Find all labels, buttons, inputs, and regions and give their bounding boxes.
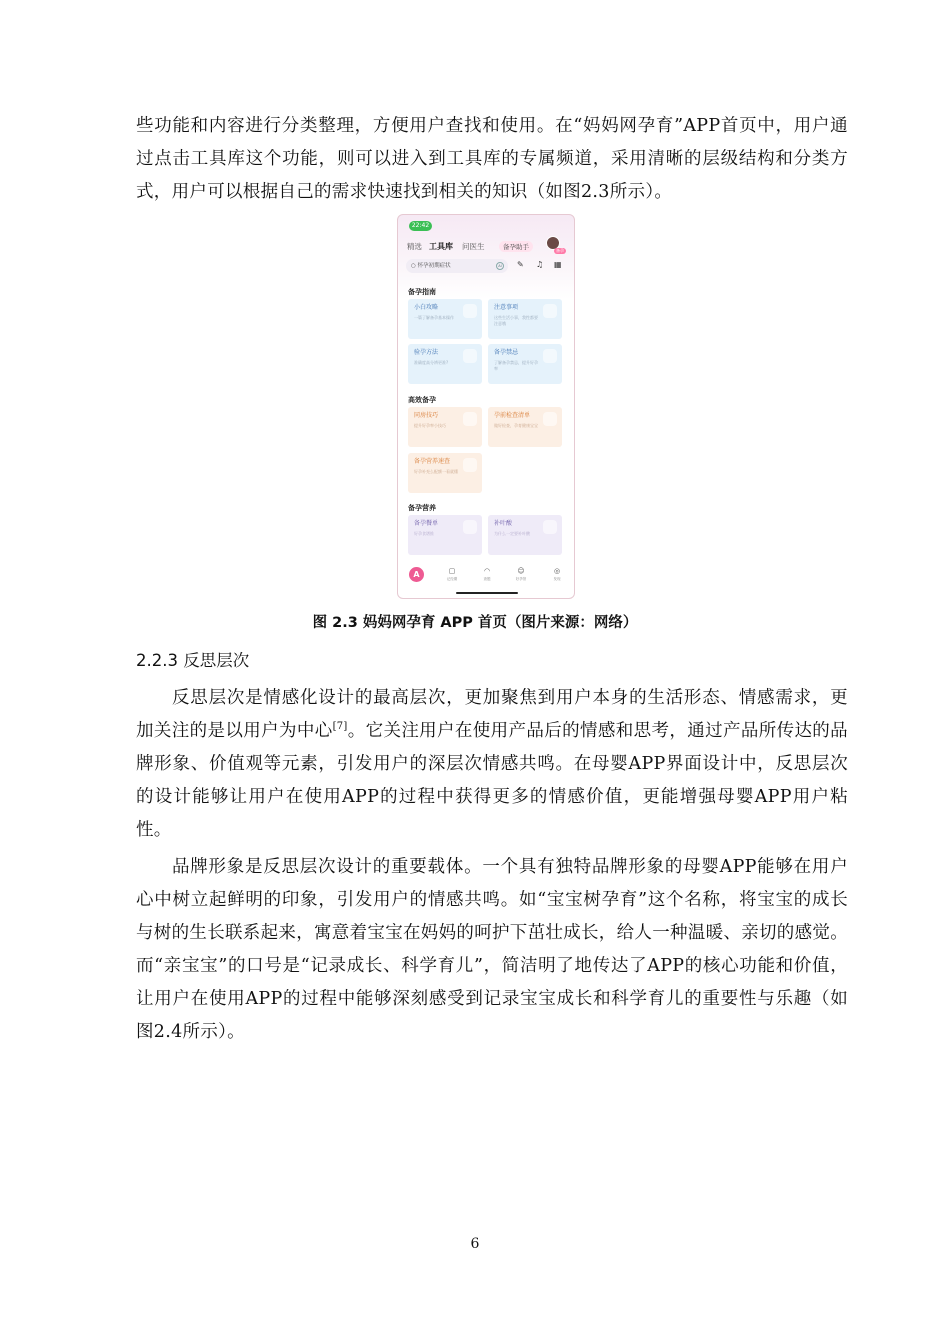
card-title: 同房技巧 xyxy=(414,412,439,419)
calendar-icon: ▢ xyxy=(448,567,456,575)
tool-card xyxy=(408,299,482,339)
figure-caption: 图 2.3 妈妈网孕育 APP 首页（图片来源：网络） xyxy=(312,615,638,631)
card-subtitle: 做好检查，孕育健康宝宝 xyxy=(494,423,538,428)
card-icon xyxy=(463,304,477,318)
nav-item xyxy=(441,566,463,582)
tool-card xyxy=(488,407,562,447)
baby-icon: ☺ xyxy=(517,567,525,575)
nav-label: 记经期 xyxy=(446,577,458,581)
tab-assistant: 备孕助手 xyxy=(499,241,533,252)
card-icon xyxy=(543,349,557,363)
app-tab-bar xyxy=(407,241,568,255)
card-icon xyxy=(543,304,557,318)
ai-icon: AI xyxy=(496,262,504,270)
status-time: 22:42 xyxy=(409,221,432,231)
paragraph-text: 反思层次是情感化设计的最高层次，更加聚焦到用户本身的生活形态、情感需求，更加关注的是以用户为中心 xyxy=(136,688,848,741)
card-title: 备孕营养速查 xyxy=(414,458,451,465)
home-indicator xyxy=(456,592,518,594)
card-icon xyxy=(463,412,477,426)
card-title: 小白攻略 xyxy=(414,304,439,311)
citation: [7] xyxy=(332,721,348,732)
card-icon xyxy=(463,520,477,534)
intro-paragraph: 些功能和内容进行分类整理，方便用户查找和使用。在“妈妈网孕育”APP首页中，用户通过点击工具库这个功能，则可以进入到工具库的专属频道，采用清晰的层级结构和分类方式，用户可以根据自己的需求快速找到相关的知识（如图2.3所示）。 xyxy=(136,116,848,202)
page-number: 6 xyxy=(470,1236,480,1252)
nav-item xyxy=(476,566,498,582)
figure-phone-screenshot xyxy=(397,214,575,599)
search-icon: ○ xyxy=(411,263,416,269)
section-title: 高效备孕 xyxy=(408,396,436,404)
paragraph-reflective-level xyxy=(136,682,848,847)
chat-icon: ◠ xyxy=(483,567,491,575)
card-title: 验孕方法 xyxy=(414,349,439,356)
card-subtitle: 为什么一定要补叶酸 xyxy=(494,531,530,536)
avatar-tag: 备孕 xyxy=(556,248,564,253)
tool-card xyxy=(408,407,482,447)
calendar-icon: ▦ xyxy=(554,260,562,269)
tool-card xyxy=(408,453,482,493)
nav-item xyxy=(546,566,568,582)
section-title: 备孕指南 xyxy=(408,288,436,296)
paragraph-text: 。它关注用户在使用产品后的情感和思考，通过产品所传达的品牌形象、价值观等元素，引发用户的深层次情感共鸣。在母婴APP界面设计中，反思层次的设计能够让用户在使用APP的过程中获得更多的情感价值，更能增强母婴APP用户粘性。 xyxy=(136,721,848,840)
card-icon xyxy=(463,458,477,472)
card-title: 备孕禁忌 xyxy=(494,349,519,356)
tab-featured: 精选 xyxy=(407,242,422,251)
tool-card xyxy=(488,344,562,384)
card-title: 孕前检查清单 xyxy=(494,412,531,419)
tool-card xyxy=(488,515,562,555)
bottom-nav xyxy=(398,566,574,588)
card-subtitle: 好孕补充么配额一看就懂 xyxy=(414,469,458,474)
bell-icon: ♫ xyxy=(536,260,544,269)
card-title: 补叶酸 xyxy=(494,520,513,527)
section-heading: 2.2.3 反思层次 xyxy=(136,651,250,670)
card-icon xyxy=(463,349,477,363)
card-icon xyxy=(543,412,557,426)
nav-label: 好孕馆 xyxy=(515,577,527,581)
card-title: 备孕餐单 xyxy=(414,520,439,527)
card-subtitle: 提升好孕率小技巧 xyxy=(414,423,446,428)
search-placeholder: 怀孕初期症状 xyxy=(417,263,451,269)
card-subtitle: 准确度高分辨更准? xyxy=(414,360,449,365)
card-icon xyxy=(543,520,557,534)
section-title: 备孕营养 xyxy=(408,504,436,512)
card-subtitle: 好孕食谱推 xyxy=(414,531,434,536)
tool-card xyxy=(408,515,482,555)
card-subtitle: 这些生活小事，我性都要注意哦 xyxy=(494,315,538,326)
nav-label: 发现 xyxy=(553,577,561,581)
tab-ask-doctor: 问医生 xyxy=(462,242,485,251)
pen-icon: ✎ xyxy=(517,260,524,269)
tool-card xyxy=(488,299,562,339)
card-subtitle: 一篇了解备孕基本操作 xyxy=(414,315,454,320)
nav-label: 查题 xyxy=(483,577,491,581)
tab-toolbox: 工具库 xyxy=(429,242,453,251)
card-title: 注意事项 xyxy=(494,304,519,311)
paragraph-brand-image: 品牌形象是反思层次设计的重要载体。一个具有独特品牌形象的母婴APP能够在用户心中树立起鲜明的印象，引发用户的情感共鸣。如“宝宝树孕育”这个名称，将宝宝的成长与树的生长联系起来，寓意着宝宝在妈妈的呵护下茁壮成长，给人一种温暖、亲切的感觉。而“亲宝宝”的口号是“记录成长、科学育儿”，简洁明了地传达了APP的核心功能和价值，让用户在使用APP的过程中能够深刻感受到记录宝宝成长和科学育儿的重要性与乐趣（如图2.4所示）。 xyxy=(136,857,848,1042)
card-subtitle: 了解备孕禁忌，提升好孕率 xyxy=(494,360,538,371)
planet-icon: ◎ xyxy=(553,567,561,575)
search-input xyxy=(406,259,508,273)
tool-card xyxy=(408,344,482,384)
nav-item xyxy=(510,566,532,582)
home-icon: A xyxy=(409,567,424,582)
